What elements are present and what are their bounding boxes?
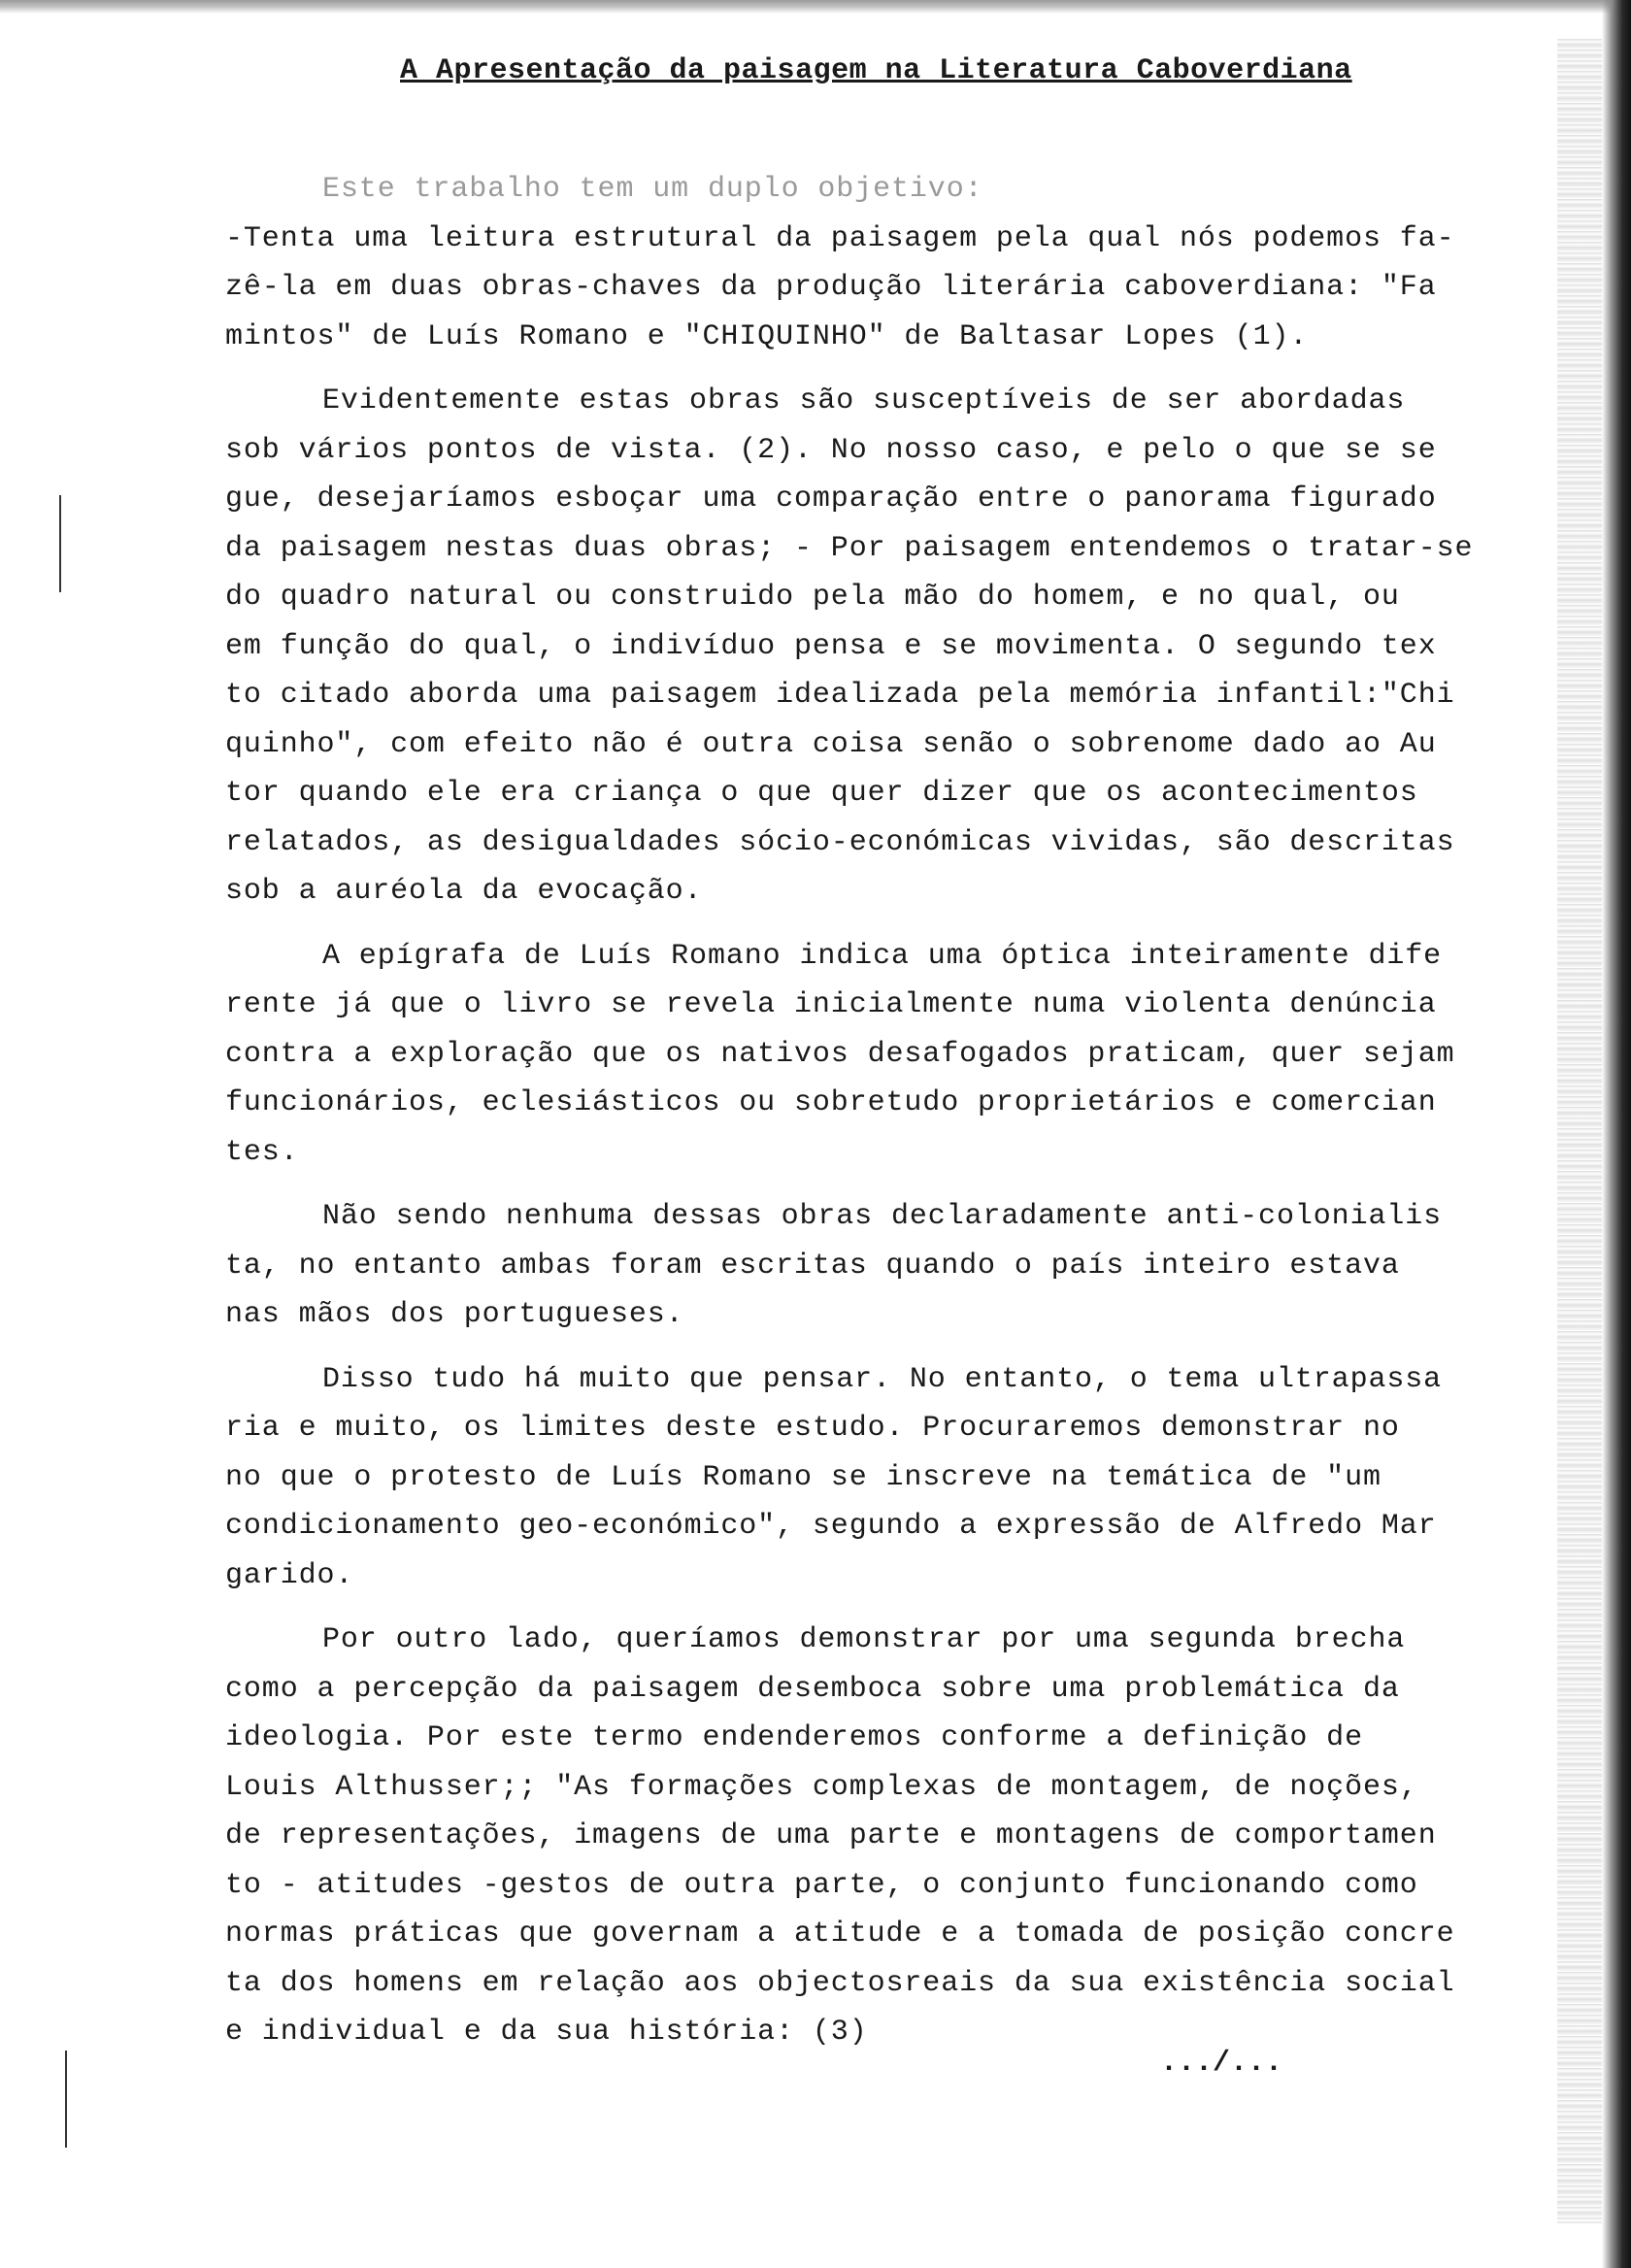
text-line: Louis Althusser;; "As formações complexas de montagem, de noções, bbox=[225, 1770, 1418, 1804]
text-line: sob a auréola da evocação. bbox=[225, 875, 703, 908]
text-line: A epígrafa de Luís Romano indica uma óptica inteiramente dife bbox=[322, 939, 1443, 973]
margin-mark bbox=[59, 495, 61, 592]
paragraph-gap bbox=[225, 1600, 1565, 1616]
text-line: ta, no entanto ambas foram escritas quando o país inteiro estava bbox=[225, 1249, 1400, 1283]
paragraph bbox=[225, 1355, 1565, 1601]
text-line: tor quando ele era criança o que quer dizer que os acontecimentos bbox=[225, 777, 1418, 810]
text-line: ta dos homens em relação aos objectosreais da sua existência social bbox=[225, 1966, 1455, 2000]
text-line: zê-la em duas obras-chaves da produção literária caboverdiana: "Fa bbox=[225, 271, 1437, 304]
document-title: A Apresentação da paisagem na Literatura Caboverdiana bbox=[400, 54, 1352, 87]
paragraph-gap bbox=[225, 361, 1565, 377]
text-line: como a percepção da paisagem desemboca sobre uma problemática da bbox=[225, 1672, 1400, 1706]
text-line: to citado aborda uma paisagem idealizada pela memória infantil:"Chi bbox=[225, 679, 1455, 712]
text-line: funcionários, eclesiásticos ou sobretudo proprietários e comercian bbox=[225, 1086, 1437, 1119]
text-line: relatados, as desigualdades sócio-económicas vividas, são descritas bbox=[225, 825, 1455, 859]
text-line: tes. bbox=[225, 1135, 299, 1169]
text-line: condicionamento geo-económico", segundo a expressão de Alfredo Mar bbox=[225, 1510, 1437, 1543]
text-line: de representações, imagens de uma parte e montagens de comportamen bbox=[225, 1819, 1437, 1852]
text-line: mintos" de Luís Romano e "CHIQUINHO" de Baltasar Lopes (1). bbox=[225, 319, 1309, 353]
text-line: rente já que o livro se revela inicialmente numa violenta denúncia bbox=[225, 988, 1437, 1021]
paragraph bbox=[225, 932, 1565, 1178]
text-line: nas mãos dos portugueses. bbox=[225, 1298, 684, 1331]
text-line: contra a exploração que os nativos desafogados praticam, quer sejam bbox=[225, 1037, 1455, 1071]
scan-edge-top bbox=[0, 0, 1631, 14]
text-line: do quadro natural ou construido pela mão do homem, e no qual, ou bbox=[225, 581, 1400, 614]
text-line: no que o protesto de Luís Romano se inscreve na temática de "um bbox=[225, 1460, 1381, 1494]
paragraph-gap bbox=[225, 1177, 1565, 1192]
text-line: ideologia. Por este termo endenderemos conforme a definição de bbox=[225, 1721, 1363, 1754]
paragraph bbox=[225, 1616, 1565, 2057]
text-line: garido. bbox=[225, 1558, 354, 1592]
text-line: Disso tudo há muito que pensar. No entanto, o tema ultrapassa bbox=[322, 1362, 1443, 1396]
page-continuation-mark: .../... bbox=[1160, 2047, 1283, 2080]
text-line: -Tenta uma leitura estrutural da paisagem pela qual nós podemos fa- bbox=[225, 221, 1455, 255]
text-line: em função do qual, o indivíduo pensa e se movimenta. O segundo tex bbox=[225, 629, 1437, 663]
text-line: da paisagem nestas duas obras; - Por paisagem entendemos o tratar-se bbox=[225, 531, 1474, 565]
text-line: normas práticas que governam a atitude e a tomada de posição concre bbox=[225, 1918, 1455, 1951]
paragraph-gap bbox=[225, 917, 1565, 932]
text-line: Este trabalho tem um duplo objetivo: bbox=[322, 173, 983, 206]
text-line: gue, desejaríamos esboçar uma comparação entre o panorama figurado bbox=[225, 483, 1437, 516]
document-body bbox=[225, 165, 1565, 2057]
paragraph bbox=[225, 1192, 1565, 1340]
text-line: to - atitudes -gestos de outra parte, o conjunto funcionando como bbox=[225, 1868, 1418, 1902]
text-line: Por outro lado, queríamos demonstrar por uma segunda brecha bbox=[322, 1623, 1406, 1656]
paragraph-gap bbox=[225, 1340, 1565, 1355]
text-line: Não sendo nenhuma dessas obras declaradamente anti-colonialis bbox=[322, 1200, 1443, 1233]
text-line: sob vários pontos de vista. (2). No nosso caso, e pelo o que se se bbox=[225, 433, 1437, 467]
text-line: quinho", com efeito não é outra coisa senão o sobrenome dado ao Au bbox=[225, 727, 1437, 761]
text-line: Evidentemente estas obras são susceptíveis de ser abordadas bbox=[322, 384, 1406, 417]
paragraph bbox=[225, 165, 1565, 361]
paragraph bbox=[225, 377, 1565, 917]
scan-edge-right bbox=[1602, 0, 1631, 2268]
text-line: ria e muito, os limites deste estudo. Procuraremos demonstrar no bbox=[225, 1412, 1400, 1445]
margin-mark bbox=[65, 2051, 67, 2148]
text-line: e individual e da sua história: (3) bbox=[225, 2016, 868, 2049]
